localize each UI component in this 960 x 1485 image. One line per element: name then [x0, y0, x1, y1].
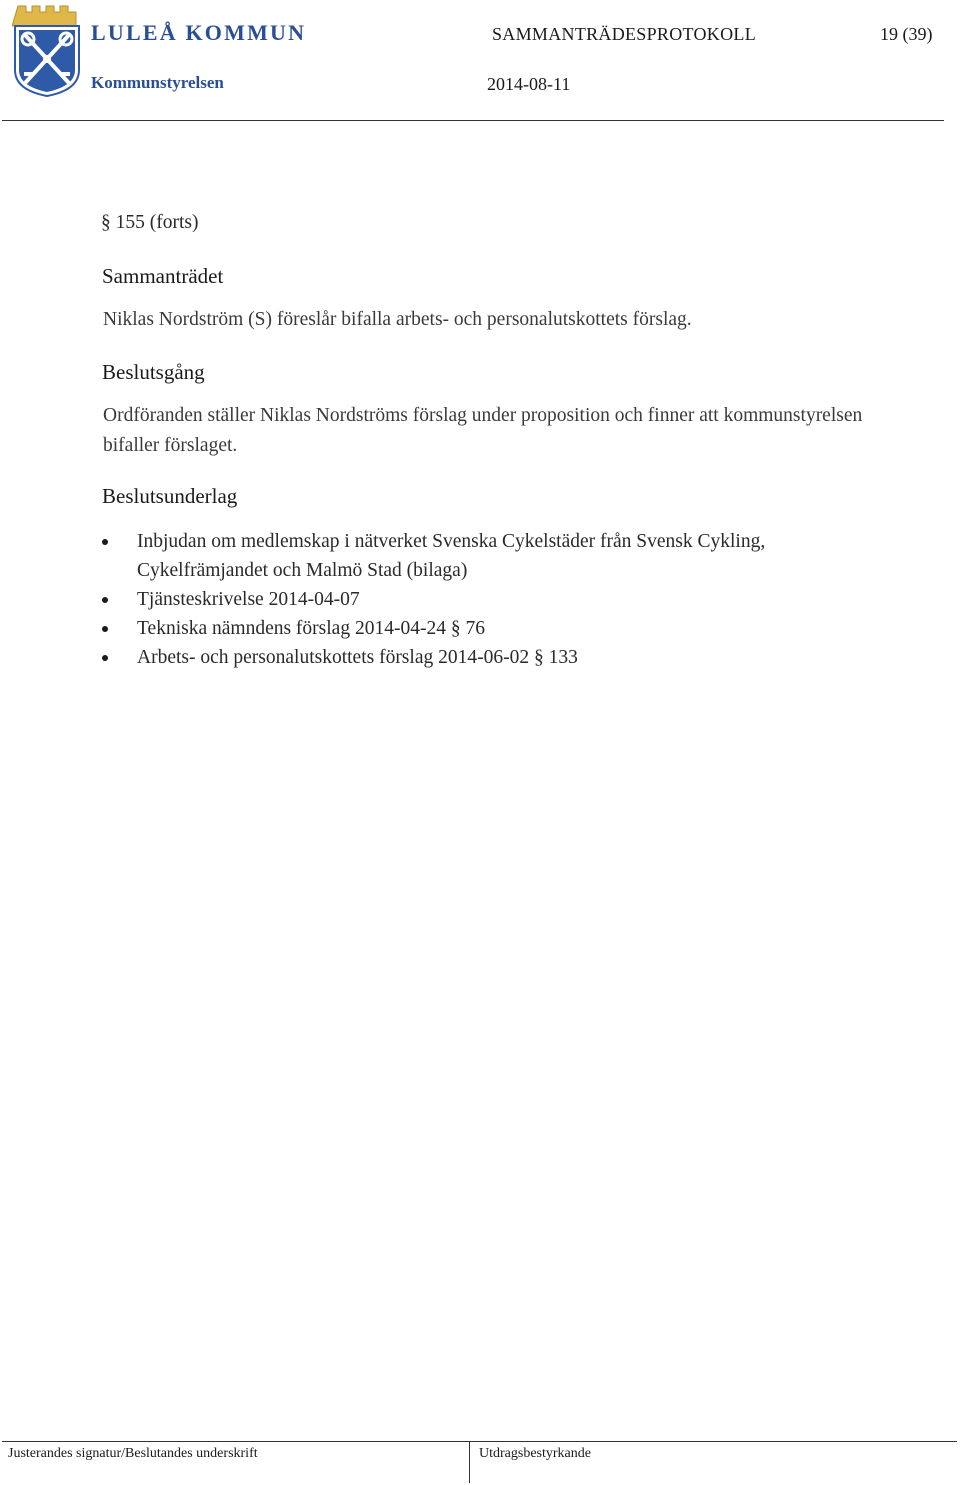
list-item — [102, 527, 862, 585]
list-item-text: Inbjudan om medlemskap i nätverket Svenska Cykelstäder från Svensk Cykling, Cykelfrämjandet och Malmö Stad (bilaga) — [137, 531, 766, 581]
document-type: SAMMANTRÄDESPROTOKOLL — [492, 24, 756, 44]
footer-column-divider — [469, 1441, 470, 1483]
list-item-text: Tekniska nämndens förslag 2014-04-24 § 76 — [137, 618, 485, 639]
heading-beslutsunderlag: Beslutsunderlag — [102, 484, 238, 508]
list-item — [102, 614, 862, 643]
signature-label: Justerandes signatur/Beslutandes underskrift — [8, 1446, 258, 1461]
department-name: Kommunstyrelsen — [91, 73, 224, 92]
text-beslutsgang: Ordföranden ställer Niklas Nordströms förslag under proposition och finner att kommunstyrelsen bifaller förslaget. — [103, 405, 863, 456]
bullet-icon — [102, 655, 108, 661]
header-divider — [2, 120, 944, 121]
heading-beslutsgang: Beslutsgång — [102, 360, 205, 384]
municipal-crest-logo — [12, 4, 82, 98]
beslutsunderlag-list — [102, 527, 862, 672]
extract-certification-label: Utdragsbestyrkande — [479, 1446, 591, 1461]
bullet-icon — [102, 626, 108, 632]
document-date: 2014-08-11 — [487, 74, 571, 94]
bullet-icon — [102, 597, 108, 603]
heading-sammantradet: Sammanträdet — [102, 264, 224, 288]
text-sammantradet: Niklas Nordström (S) föreslår bifalla arbets- och personalutskottets förslag. — [103, 309, 692, 330]
organization-name: LULEÅ KOMMUN — [91, 20, 307, 45]
list-item — [102, 643, 862, 672]
list-item — [102, 585, 862, 614]
page-number: 19 (39) — [880, 24, 933, 44]
paragraph-reference: § 155 (forts) — [101, 212, 199, 233]
footer-divider — [2, 1441, 957, 1442]
list-item-text: Tjänsteskrivelse 2014-04-07 — [137, 589, 360, 610]
list-item-text: Arbets- och personalutskottets förslag 2014-06-02 § 133 — [137, 647, 578, 668]
bullet-icon — [102, 539, 108, 545]
